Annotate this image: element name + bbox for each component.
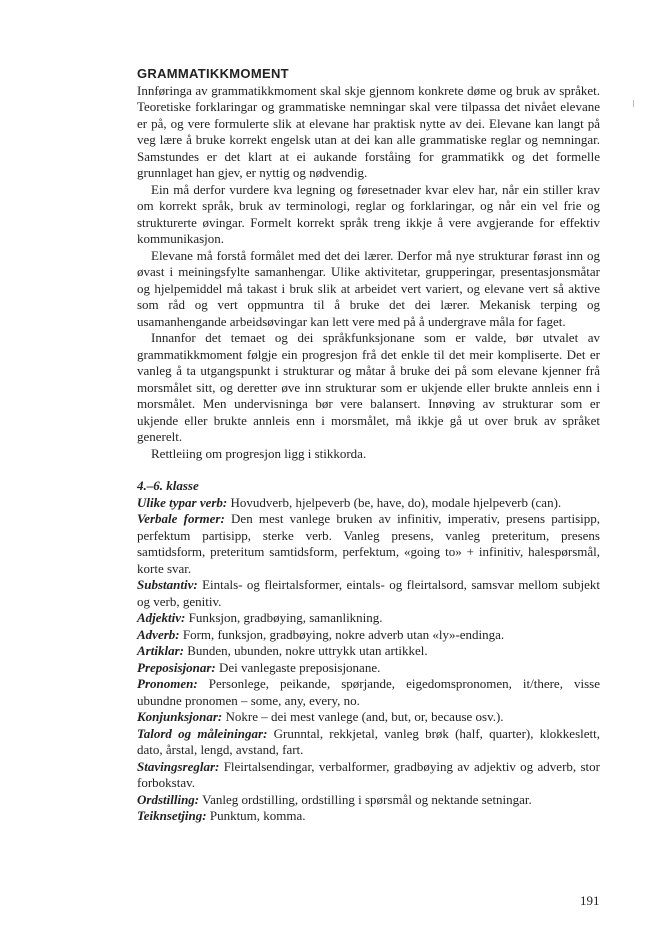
entry-term: Ordstilling: [137,791,200,807]
entry-term: Substantiv: [137,577,198,592]
grammar-entry-verb-forms [137,511,600,577]
entry-text: Bunden, ubunden, nokre uttrykk utan artikkel. [183,643,428,658]
paragraph: Innføringa av grammatikkmoment skal skje gjennom konkrete døme og bruk av språket. Teoretiske forklaringar og grammatiske nemningar skal vere tilpassa det nivået elevane er på, og vere formulerte slik at elevane har praktisk nytte av dei. Elevane kan langt på veg lære å bruke korrekt engelsk utan at dei kan alle grammatiske reglar og nemningar. Samstundes er det klart at ei aukande forståing for grammatikk og det formelle grunnlaget han gjev, er nyttig og nødvendig. [137,82,600,180]
grade-section-title: 4.–6. klasse [137,478,199,493]
grammar-entry-numerals [137,726,600,759]
grammar-entry-articles [137,643,600,660]
grammar-entry-adverbs [137,627,600,644]
entry-term: Ulike typar verb: [137,494,228,510]
grammar-entry-spelling [137,759,600,792]
entry-term: Verbale former: [137,511,225,526]
grammar-entry-pronouns [137,676,600,709]
section-heading: GRAMMATIKKMOMENT [137,66,289,81]
grammar-entry-punctuation [137,808,600,825]
entry-text: Hovudverb, hjelpeverb (be, have, do), modale hjelpeverb (can). [227,494,562,510]
entry-term: Artiklar: [137,643,184,658]
entry-term: Adjektiv: [137,610,186,625]
entry-text: Dei vanlegaste preposisjonane. [215,659,381,675]
entry-text: Punktum, komma. [206,808,306,823]
grammar-entry-verb-types [137,495,600,512]
paragraph: Innanfor det temaet og dei språkfunksjonane som er valde, bør utvalet av grammatikkmoment følgje ein progresjon frå det enkle til det meir kompliserte. Det er vanleg å ta utgangspunkt i strukturar og måtar å bruke dei på som elevane kjenner frå morsmålet sitt, og deretter øve inn strukturar som er ukjende eller brukte annleis enn i morsmålet. Men undervisninga bør vere balansert. Innøving av strukturar som er ukjende eller brukte annleis enn i morsmålet, må ikkje gå ut over bruk av språket generelt. [137,330,600,444]
page-number: 191 [580,893,600,908]
grammar-entry-word-order [137,792,600,809]
entry-text: Form, funksjon, gradbøying, nokre adverb utan «ly»-endinga. [179,626,505,642]
entry-term: Konjunksjonar: [137,709,223,724]
document-page [137,66,600,825]
grammar-entry-nouns [137,577,600,610]
entry-text: Nokre – dei mest vanlege (and, but, or, because osv.). [222,709,504,724]
entry-term: Stavingsreglar: [137,758,220,774]
grammar-entry-conjunctions [137,709,600,726]
entry-text: Fleirtalsendingar, verbalformer, gradbøying av adjektiv og adverb, stor forbokstav. [137,758,600,790]
entry-text: Vanleg ordstilling, ordstilling i spørsmål og nektande setningar. [199,791,532,807]
paragraph: Elevane må forstå formålet med det dei lærer. Derfor må nye strukturar førast inn og øvast i meiningsfylte samanhengar. Ulike aktivitetar, grupperingar, presentasjonsmåtar og hjelpemiddel må takast i bruk slik at arbeidet vert variert, og elevane vert så aktive som råd og vert oppmuntra til å bruke det dei lærer. Mekanisk terping og usamanhengande arbeidsøvingar kan lett vere med på å undergrave måla for faget. [137,247,600,329]
paragraph: Rettleiing om progresjon ligg i stikkorda. [151,445,367,461]
entry-term: Talord og måleiningar: [137,725,268,741]
entry-text: Personlege, peikande, spørjande, eigedomspronomen, it/there, visse ubundne pronomen – some, any, every, no. [137,676,600,708]
entry-term: Pronomen: [137,676,198,691]
entry-text: Eintals- og fleirtalsformer, eintals- og fleirtalsord, samsvar mellom subjekt og verb, genitiv. [137,577,600,609]
entry-text: Grunntal, rekkjetal, vanleg brøk (half, quarter), klokkeslett, dato, årstal, lengd, avstand, fart. [137,725,600,757]
grammar-entry-adjectives [137,610,600,627]
paragraph: Ein må derfor vurdere kva legning og føresetnader kvar elev har, når ein stiller krav om korrekt språk, bruk av terminologi, reglar og forklaringar, og når ein vel frie og strukturerte øvingar. Formelt korrekt språk treng ikkje å vere avgjerande for effektiv kommunikasjon. [137,181,600,246]
entry-term: Adverb: [137,626,180,642]
grammar-entry-prepositions [137,660,600,677]
entry-text: Den mest vanlege bruken av infinitiv, imperativ, presens partisipp, perfektum partisipp, sterke verb. Vanleg presens, vanleg preteritum, presens samtidsform, preteritum samtidsform, perfektum, «going to» + infinitiv, halespørsmål, korte svar. [137,511,601,576]
entry-term: Teiknsetjing: [137,808,207,823]
entry-text: Funksjon, gradbøying, samanlikning. [185,610,383,625]
scan-mark [633,100,634,107]
entry-term: Preposisjonar: [137,659,216,675]
